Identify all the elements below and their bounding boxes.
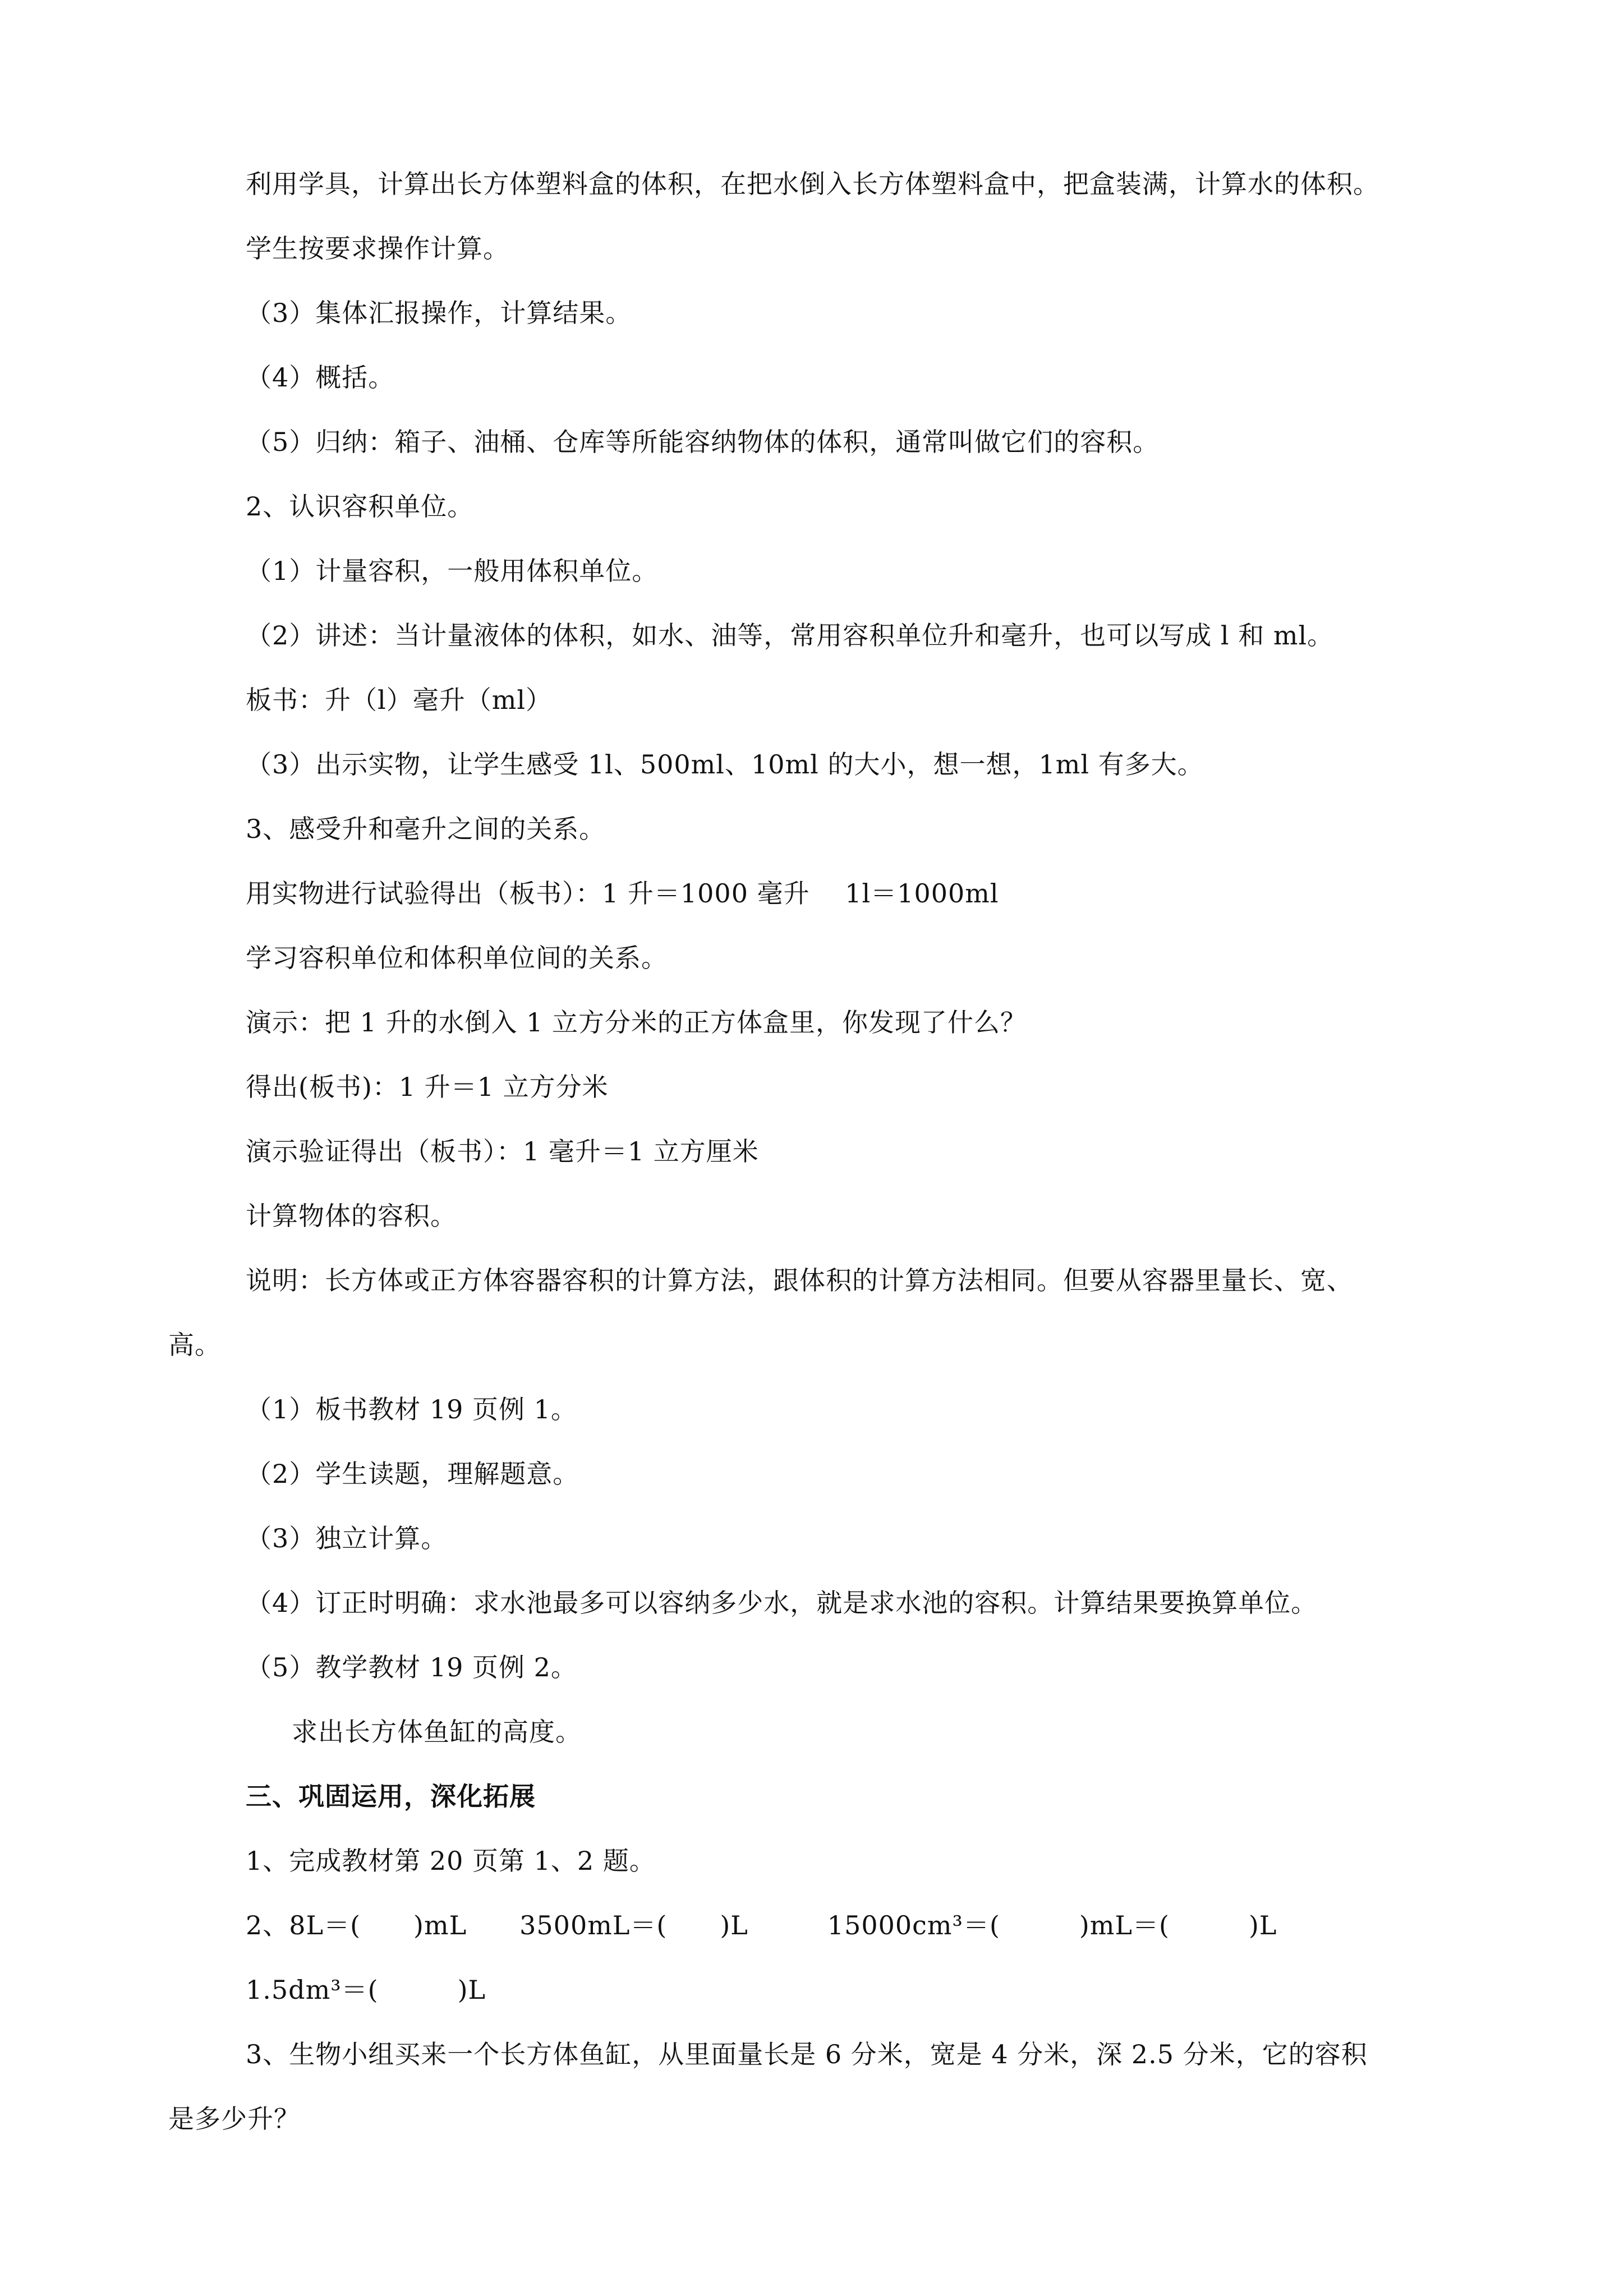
- paragraph-line-22: （3）独立计算。: [246, 1523, 448, 1553]
- paragraph-line-23: （4）订正时明确：求水池最多可以容纳多少水，就是求水池的容积。计算结果要换算单位。: [246, 1588, 1318, 1618]
- section-heading-3: 3、感受升和毫升之间的关系。: [246, 814, 606, 844]
- paragraph-line-10: （3）出示实物，让学生感受 1l、500ml、10ml 的大小，想一想，1ml 有多大。: [246, 749, 1204, 780]
- paragraph-line-9: 板书：升（l）毫升（ml）: [246, 685, 553, 715]
- section-heading-2: 2、认识容积单位。: [246, 491, 474, 522]
- paragraph-line-15: 得出(板书)：1 升＝1 立方分米: [246, 1072, 609, 1102]
- paragraph-line-1: 利用学具，计算出长方体塑料盒的体积，在把水倒入长方体塑料盒中，把盒装满，计算水的体积。: [246, 169, 1379, 199]
- paragraph-line-25: 求出长方体鱼缸的高度。: [292, 1717, 582, 1747]
- exercise-3-continued: 是多少升？: [168, 2104, 300, 2134]
- section-heading-three: 三、巩固运用，深化拓展: [246, 1781, 536, 1811]
- paragraph-line-24: （5）教学教材 19 页例 2。: [246, 1652, 577, 1682]
- paragraph-line-18: 说明：长方体或正方体容器容积的计算方法，跟体积的计算方法相同。但要从容器里量长、宽、: [246, 1265, 1353, 1295]
- paragraph-line-2: 学生按要求操作计算。: [246, 233, 509, 264]
- paragraph-line-20: （1）板书教材 19 页例 1。: [246, 1394, 577, 1424]
- paragraph-line-14: 演示：把 1 升的水倒入 1 立方分米的正方体盒里，你发现了什么？: [246, 1007, 1027, 1038]
- exercise-2: 2、8L＝( )mL 3500mL＝( )L 15000cm³＝( )mL＝( )L: [246, 1910, 1277, 1940]
- paragraph-line-5: （5）归纳：箱子、油桶、仓库等所能容纳物体的体积，通常叫做它们的容积。: [246, 427, 1160, 457]
- exercise-2-continued: 1.5dm³＝( )L: [246, 1975, 486, 2005]
- paragraph-line-7: （1）计量容积，一般用体积单位。: [246, 556, 659, 586]
- exercise-3: 3、生物小组买来一个长方体鱼缸，从里面量长是 6 分米，宽是 4 分米，深 2.5 分米，它的容积: [246, 2039, 1368, 2069]
- paragraph-line-19: 高。: [168, 1330, 221, 1360]
- paragraph-line-17: 计算物体的容积。: [246, 1201, 457, 1231]
- paragraph-line-8: （2）讲述：当计量液体的体积，如水、油等，常用容积单位升和毫升，也可以写成 l 和 ml。: [246, 620, 1334, 651]
- paragraph-line-4: （4）概括。: [246, 362, 395, 393]
- paragraph-line-12: 用实物进行试验得出（板书）：1 升＝1000 毫升 1l＝1000ml: [246, 878, 999, 909]
- paragraph-line-13: 学习容积单位和体积单位间的关系。: [246, 943, 668, 973]
- paragraph-line-3: （3）集体汇报操作，计算结果。: [246, 298, 632, 328]
- paragraph-line-16: 演示验证得出（板书）：1 毫升＝1 立方厘米: [246, 1136, 759, 1167]
- exercise-1: 1、完成教材第 20 页第 1、2 题。: [246, 1846, 656, 1876]
- paragraph-line-21: （2）学生读题，理解题意。: [246, 1459, 579, 1489]
